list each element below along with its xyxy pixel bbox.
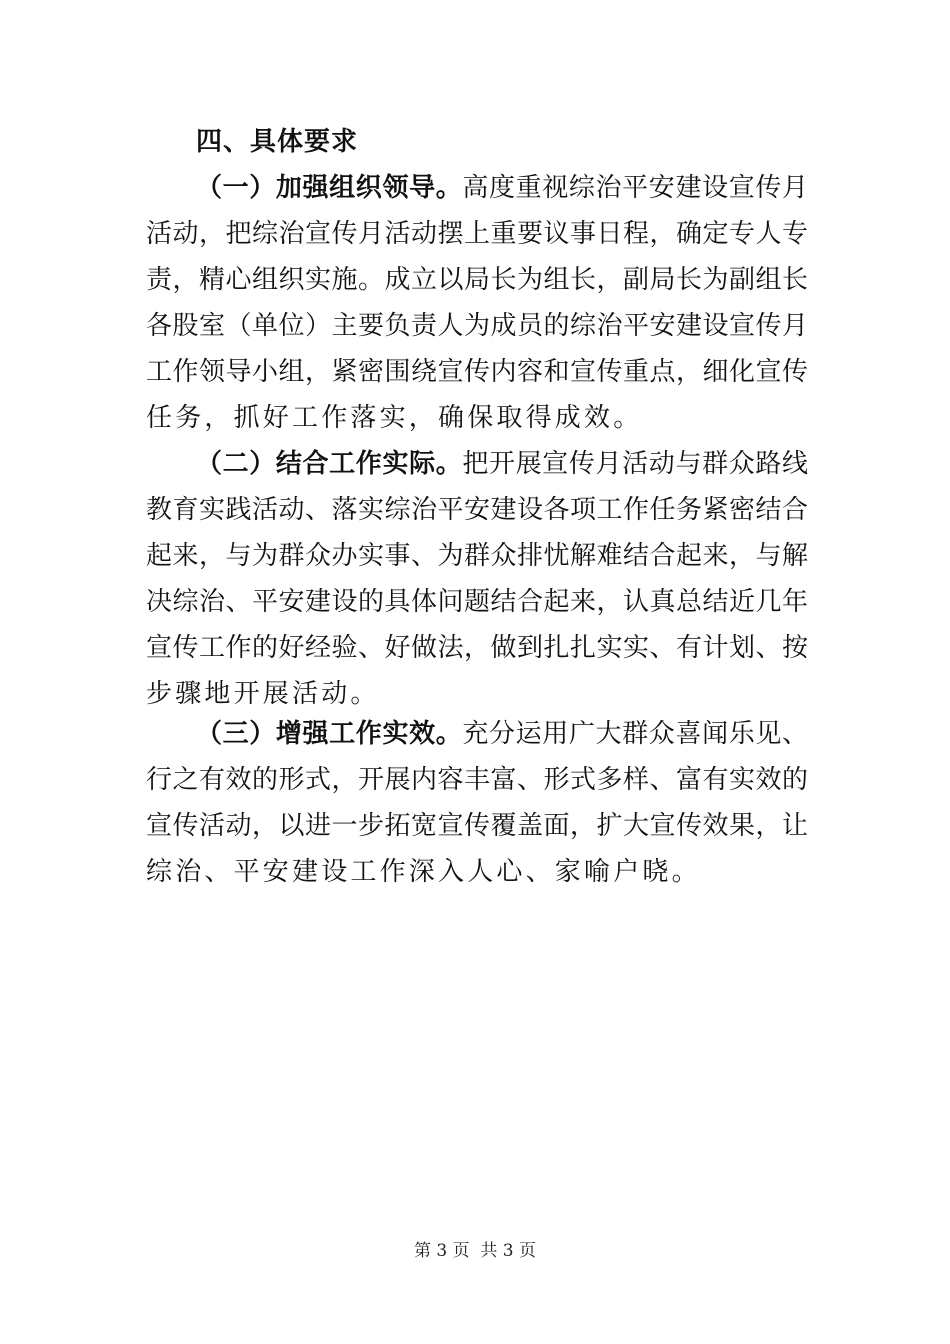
paragraph-2-line-1 <box>196 448 808 480</box>
paragraph-2-text: 把开展宣传月活动与群众路线 <box>462 449 808 479</box>
paragraph-1-line-6: 任务，抓好工作落实，确保取得成效。 <box>146 403 643 433</box>
page-number-label: 第 3 页 共 3 页 <box>413 1241 537 1261</box>
paragraph-3-text: 充分运用广大群众喜闻乐见、 <box>462 719 808 749</box>
paragraph-1-title: （一）加强组织领导。 <box>196 173 463 203</box>
paragraph-1-line-2: 活动，把综治宣传月活动摆上重要议事日程，确定专人专 <box>146 219 808 249</box>
paragraph-1-line-1 <box>196 172 808 204</box>
paragraph-3-line-1 <box>196 718 808 750</box>
paragraph-2-line-5: 宣传工作的好经验、好做法，做到扎扎实实、有计划、按 <box>146 633 808 663</box>
paragraph-2-line-3: 起来，与为群众办实事、为群众排忧解难结合起来，与解 <box>146 541 808 571</box>
paragraph-1-text: 高度重视综治平安建设宣传月 <box>462 173 808 203</box>
paragraph-3-line-4: 综治、平安建设工作深入人心、家喻户晓。 <box>146 857 701 887</box>
section-heading: 四、具体要求 <box>196 127 359 157</box>
paragraph-2-title: （二）结合工作实际。 <box>196 449 463 479</box>
paragraph-3-line-3: 宣传活动，以进一步拓宽宣传覆盖面，扩大宣传效果，让 <box>146 811 808 841</box>
paragraph-1-line-4: 各股室（单位）主要负责人为成员的综治平安建设宣传月 <box>146 311 808 341</box>
paragraph-1-line-5: 工作领导小组，紧密围绕宣传内容和宣传重点，细化宣传 <box>146 357 808 387</box>
paragraph-3-title: （三）增强工作实效。 <box>196 719 463 749</box>
paragraph-2-line-4: 决综治、平安建设的具体问题结合起来，认真总结近几年 <box>146 587 808 617</box>
paragraph-1-line-3: 责，精心组织实施。成立以局长为组长，副局长为副组长 <box>146 265 808 295</box>
page-footer <box>0 1240 950 1262</box>
paragraph-3-line-2: 行之有效的形式，开展内容丰富、形式多样、富有实效的 <box>146 765 808 795</box>
paragraph-2-line-2: 教育实践活动、落实综治平安建设各项工作任务紧密结合 <box>146 495 808 525</box>
paragraph-2-line-6: 步骤地开展活动。 <box>146 679 380 709</box>
